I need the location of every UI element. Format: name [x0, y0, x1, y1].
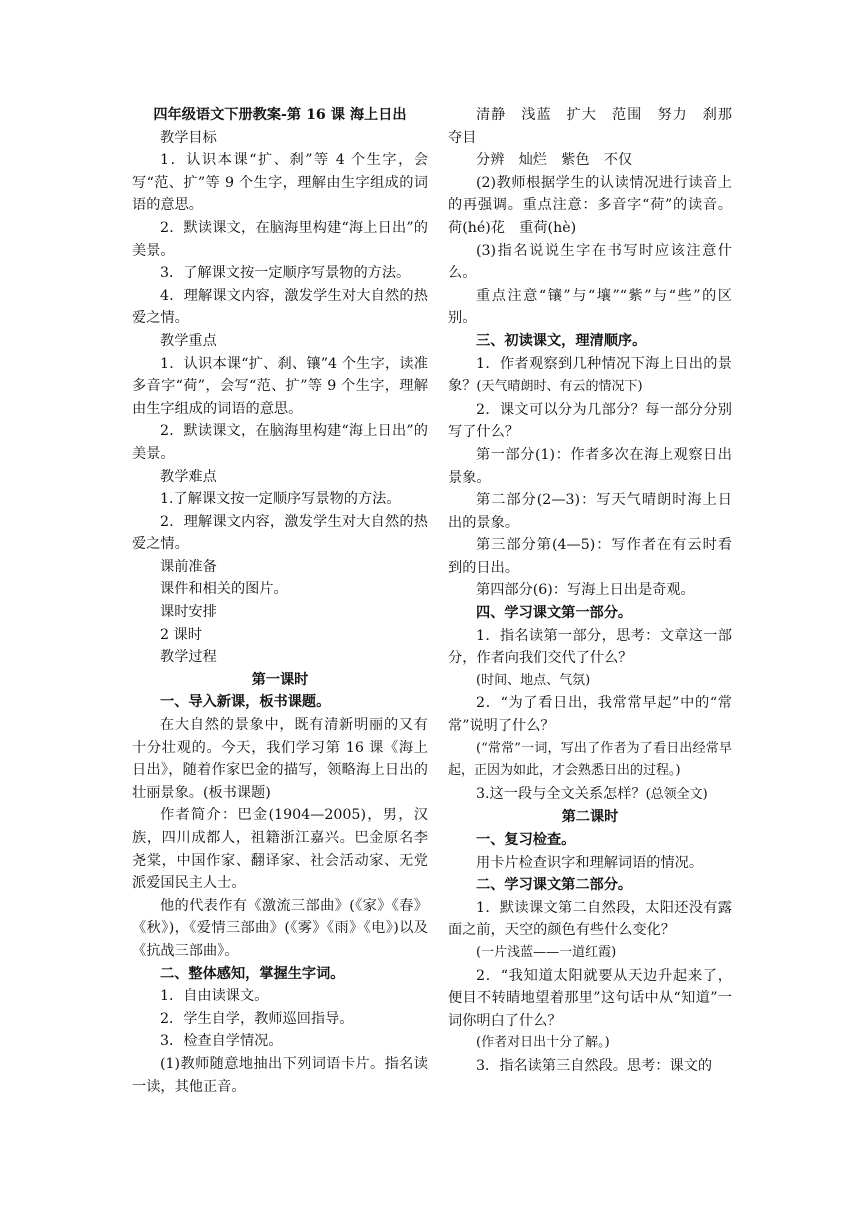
paragraph: 重点注意“镶”与“壤”“紫”与“些”的区别。	[448, 287, 732, 327]
answer-note: (作者对日出十分了解。)	[476, 1035, 610, 1051]
lesson-heading: 第二课时	[561, 809, 619, 826]
question	[448, 353, 732, 399]
answer-note: (总领全文)	[645, 786, 708, 802]
section-heading: 二、整体感知，掌握生字词。	[160, 965, 345, 982]
paragraph: 他的代表作有《激流三部曲》(《家》《春》《秋》)，《爱情三部曲》(《雾》《雨》《电》)以及《抗战三部曲》。	[132, 897, 428, 959]
answer-note: (时间、地点、气氛)	[476, 672, 591, 688]
lesson-heading: 第一课时	[251, 671, 309, 688]
paragraph: 课前准备	[160, 558, 217, 575]
question-text: 1．作者观察到几种情况下海上日出的景象？	[448, 355, 732, 395]
paragraph: 第四部分(6)：写海上日出是奇观。	[476, 582, 695, 599]
section-heading: 一、复习检查。	[476, 832, 576, 848]
paragraph: 第二部分(2—3)：写天气晴朗时海上日出的景象。	[448, 492, 732, 531]
section-heading: 三、初读课文，理清顺序。	[476, 332, 647, 349]
paragraph: 第一部分(1)：作者多次在海上观察日出景象。	[448, 446, 732, 486]
paragraph: 2．课文可以分为几部分？每一部分分别写了什么？	[448, 401, 732, 441]
word-list: 清静 浅蓝 扩大 范围 努力 刹那 夺目	[448, 107, 747, 146]
paragraph: 教学过程	[160, 649, 217, 666]
paragraph: 作者简介：巴金(1904—2005)，男，汉族，四川成都人，祖籍浙江嘉兴。巴金原名李尧棠，中国作家、翻译家、社会活动家、无党派爱国民主人士。	[132, 807, 428, 892]
paragraph: 1．指名读第一部分，思考：文章这一部分，作者向我们交代了什么？	[448, 627, 732, 667]
paragraph: 教学目标	[160, 129, 217, 146]
paragraph: 1．自由读课文。	[160, 988, 269, 1005]
paragraph: 课时安排	[160, 604, 217, 621]
section-heading: 二、学习课文第二部分。	[476, 877, 633, 894]
question-text: 3.这一段与全文关系怎样？	[476, 785, 646, 802]
paragraph: 2．“为了看日出，我常常早起”中的“常常”说明了什么？	[448, 695, 732, 735]
paragraph: 2．默读课文，在脑海里构建“海上日出”的美景。	[132, 219, 428, 259]
paragraph: 教学重点	[160, 332, 217, 349]
paragraph: 在大自然的景象中，既有清新明丽的又有十分壮观的。今天，我们学习第 16 课《海上日出》，随着作家巴金的描写，领略海上日出的壮丽景象。(板书课题)	[132, 717, 428, 801]
right-column	[448, 104, 747, 1078]
left-column	[132, 104, 428, 1098]
answer-note: (“常常”一词，写出了作者为了看日出经常早起，正因为如此，才会熟悉日出的过程。)	[448, 740, 732, 779]
paragraph: 3．了解课文按一定顺序写景物的方法。	[160, 265, 411, 282]
paragraph: 1．认识本课“扩、刹、镶”4 个生字，读准多音字“荷”，会写“范、扩”等 9 个生字，理解由生字组成的词语的意思。	[132, 355, 428, 417]
paragraph: 3．指名读第三自然段。思考：课文的	[476, 1057, 713, 1074]
paragraph: 第三部分第(4—5)：写作者在有云时看到的日出。	[448, 537, 732, 576]
paragraph: 2．“我知道太阳就要从天边升起来了，便目不转睛地望着那里”这句话中从“知道”一词你明白了什么？	[448, 967, 732, 1029]
question	[448, 783, 732, 807]
paragraph: 4．理解课文内容，激发学生对大自然的热爱之情。	[132, 287, 428, 327]
paragraph: 1.了解课文按一定顺序写景物的方法。	[160, 491, 401, 508]
paragraph: (2)教师根据学生的认读情况进行读音上的再强调。重点注意：多音字“荷”的读音。荷(hé)花 重荷(hè)	[448, 174, 732, 236]
paragraph: 2 课时	[160, 626, 202, 643]
paragraph: (1)教师随意地抽出下列词语卡片。指名读一读，其他正音。	[132, 1055, 428, 1095]
paragraph: 1．认识本课“扩、刹”等 4 个生字，会写“范、扩”等 9 个生字，理解由生字组成的词语的意思。	[132, 152, 428, 214]
paragraph: 2．理解课文内容，激发学生对大自然的热爱之情。	[132, 513, 428, 553]
paragraph: (3)指名说说生字在书写时应该注意什么。	[448, 242, 732, 282]
answer-note: (天气晴朗时、有云的情况下)	[476, 379, 643, 395]
paragraph: 课件和相关的图片。	[160, 581, 288, 598]
paragraph: 用卡片检查识字和理解词语的情况。	[476, 854, 704, 871]
paragraph: 1．默读课文第二自然段，太阳还没有露面之前，天空的颜色有些什么变化？	[448, 899, 732, 939]
document-title: 四年级语文下册教案-第 16 课 海上日出	[153, 107, 407, 123]
paragraph: 教学难点	[160, 468, 217, 485]
section-heading: 一、导入新课，板书课题。	[160, 694, 331, 711]
paragraph: 3．检查自学情况。	[160, 1033, 283, 1050]
section-heading: 四、学习课文第一部分。	[476, 605, 633, 622]
paragraph: 2．学生自学，教师巡回指导。	[160, 1010, 354, 1027]
paragraph: 2．默读课文，在脑海里构建“海上日出”的美景。	[132, 423, 428, 462]
answer-note: (一片浅蓝——一道红霞)	[476, 944, 617, 960]
word-list: 分辨 灿烂 紫色 不仅	[476, 152, 633, 169]
